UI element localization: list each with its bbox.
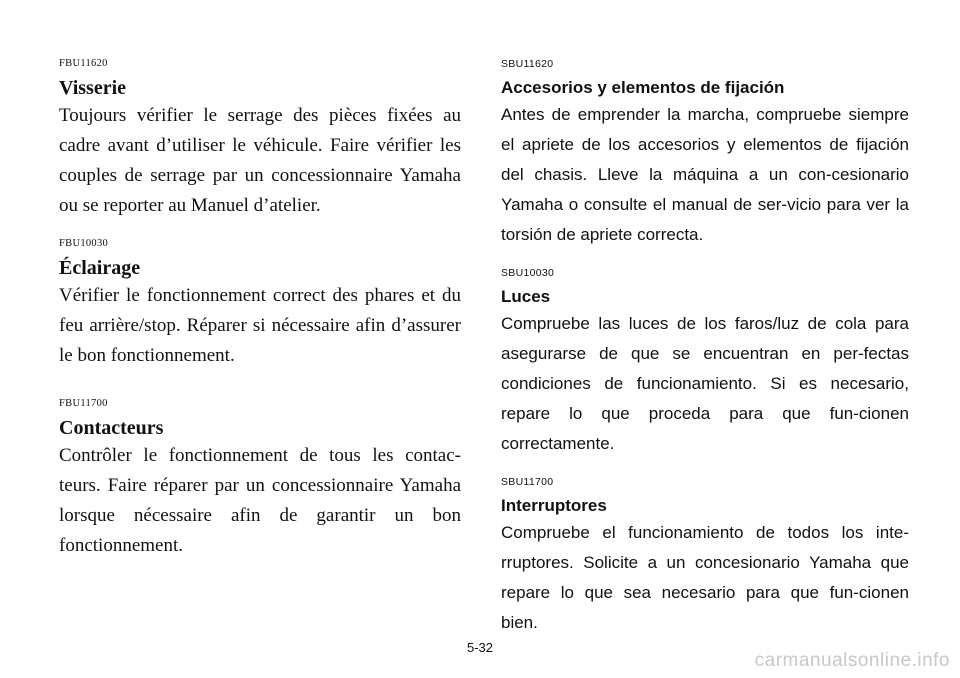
- section-heading: Visserie: [59, 77, 127, 99]
- section-text: Compruebe el funcionamiento de todos los inte-rruptores. Solicite a un concesionario Yamaha que repare lo que sea necesario para que fun-cionen bien.: [501, 523, 909, 632]
- section-code: SBU11620: [501, 58, 554, 70]
- watermark: carmanualsonline.info: [754, 650, 950, 671]
- section-code: FBU11700: [59, 398, 108, 409]
- section-heading: Éclairage: [59, 257, 141, 279]
- section-text: Antes de emprender la marcha, compruebe siempre el apriete de los accesorios y elementos de fijación del chasis. Lleve la máquina a un con-cesionario Yamaha o consulte el manual de ser-vicio para ver la torsión de apriete correcta.: [501, 105, 909, 244]
- section-interruptores: [501, 476, 909, 638]
- section-code: FBU11620: [59, 58, 108, 69]
- section-luces: [501, 267, 909, 459]
- section-code: FBU10030: [59, 238, 109, 249]
- section-contacteurs: [59, 398, 461, 561]
- section-text: Compruebe las luces de los faros/luz de cola para asegurarse de que se encuentran en per-fectas condiciones de funcionamiento. Si es necesario, repare lo que proceda para que fun-cionen correctamente.: [501, 314, 909, 453]
- section-heading: Accesorios y elementos de fijación: [501, 78, 785, 97]
- section-heading: Contacteurs: [59, 417, 164, 439]
- section-text: Vérifier le fonctionnement correct des phares et du feu arrière/stop. Réparer si nécessaire afin d’assurer le bon fonctionnement.: [59, 285, 461, 366]
- section-visserie: [59, 58, 461, 221]
- section-accesorios: [501, 58, 909, 250]
- section-text: Contrôler le fonctionnement de tous les contac-teurs. Faire réparer par un concessionnaire Yamaha lorsque nécessaire afin de garantir un bon fonctionnement.: [59, 445, 461, 556]
- page-number: 5-32: [466, 640, 494, 655]
- section-heading: Interruptores: [501, 496, 607, 515]
- section-code: SBU10030: [501, 267, 555, 279]
- section-text: Toujours vérifier le serrage des pièces fixées au cadre avant d’utiliser le véhicule. Faire vérifier les couples de serrage par un concessionnaire Yamaha ou se reporter au Manuel d’atelier.: [59, 105, 461, 216]
- section-heading: Luces: [501, 287, 551, 306]
- section-eclairage: [59, 238, 461, 371]
- section-code: SBU11700: [501, 476, 554, 488]
